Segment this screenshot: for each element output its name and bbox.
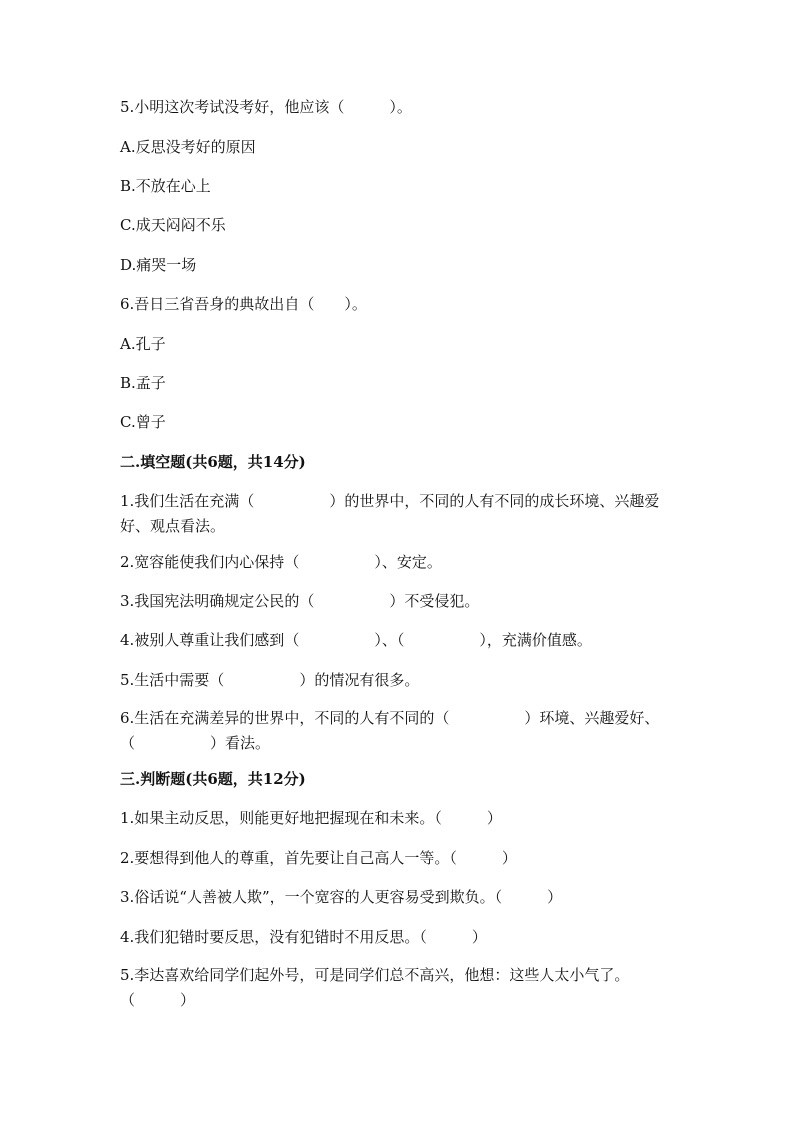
- fill-blank-2: 2.宽容能使我们内心保持（ ）、安定。: [120, 553, 442, 571]
- q5-option-c: C.成天闷闷不乐: [120, 216, 226, 234]
- q6-option-a: A.孔子: [120, 335, 166, 353]
- q6-option-b: B.孟子: [120, 374, 166, 392]
- q6-option-c: C.曾子: [120, 413, 166, 431]
- fill-blank-1: 1.我们生活在充满（ ）的世界中，不同的人有不同的成长环境、兴趣爱好、观点看法。: [120, 492, 660, 535]
- true-false-1: 1.如果主动反思，则能更好地把握现在和未来。（ ）: [120, 809, 502, 827]
- fill-blank-6: 6.生活在充满差异的世界中，不同的人有不同的（ ）环境、兴趣爱好、（ ）看法。: [120, 709, 660, 752]
- true-false-5: 5.李达喜欢给同学们起外号，可是同学们总不高兴，他想：这些人太小气了。（ ）: [120, 966, 630, 1009]
- fill-blank-3: 3.我国宪法明确规定公民的（ ）不受侵犯。: [120, 592, 480, 610]
- question-6-stem: 6.吾日三省吾身的典故出自（ ）。: [120, 295, 367, 313]
- section-3-heading: 三.判断题(共6题，共12分): [120, 770, 306, 788]
- true-false-4: 4.我们犯错时要反思，没有犯错时不用反思。（ ）: [120, 928, 487, 946]
- q5-option-a: A.反思没考好的原因: [120, 138, 256, 156]
- true-false-3: 3.俗话说“人善被人欺”，一个宽容的人更容易受到欺负。（ ）: [120, 888, 563, 906]
- q5-option-d: D.痛哭一场: [120, 256, 197, 274]
- true-false-2: 2.要想得到他人的尊重，首先要让自己高人一等。（ ）: [120, 849, 517, 867]
- fill-blank-4: 4.被别人尊重让我们感到（ ）、（ ），充满价值感。: [120, 631, 592, 649]
- section-2-heading: 二.填空题(共6题，共14分): [120, 453, 306, 471]
- q5-option-b: B.不放在心上: [120, 177, 211, 195]
- fill-blank-5: 5.生活中需要（ ）的情况有很多。: [120, 671, 420, 689]
- question-5-stem: 5.小明这次考试没考好，他应该（ ）。: [120, 98, 412, 116]
